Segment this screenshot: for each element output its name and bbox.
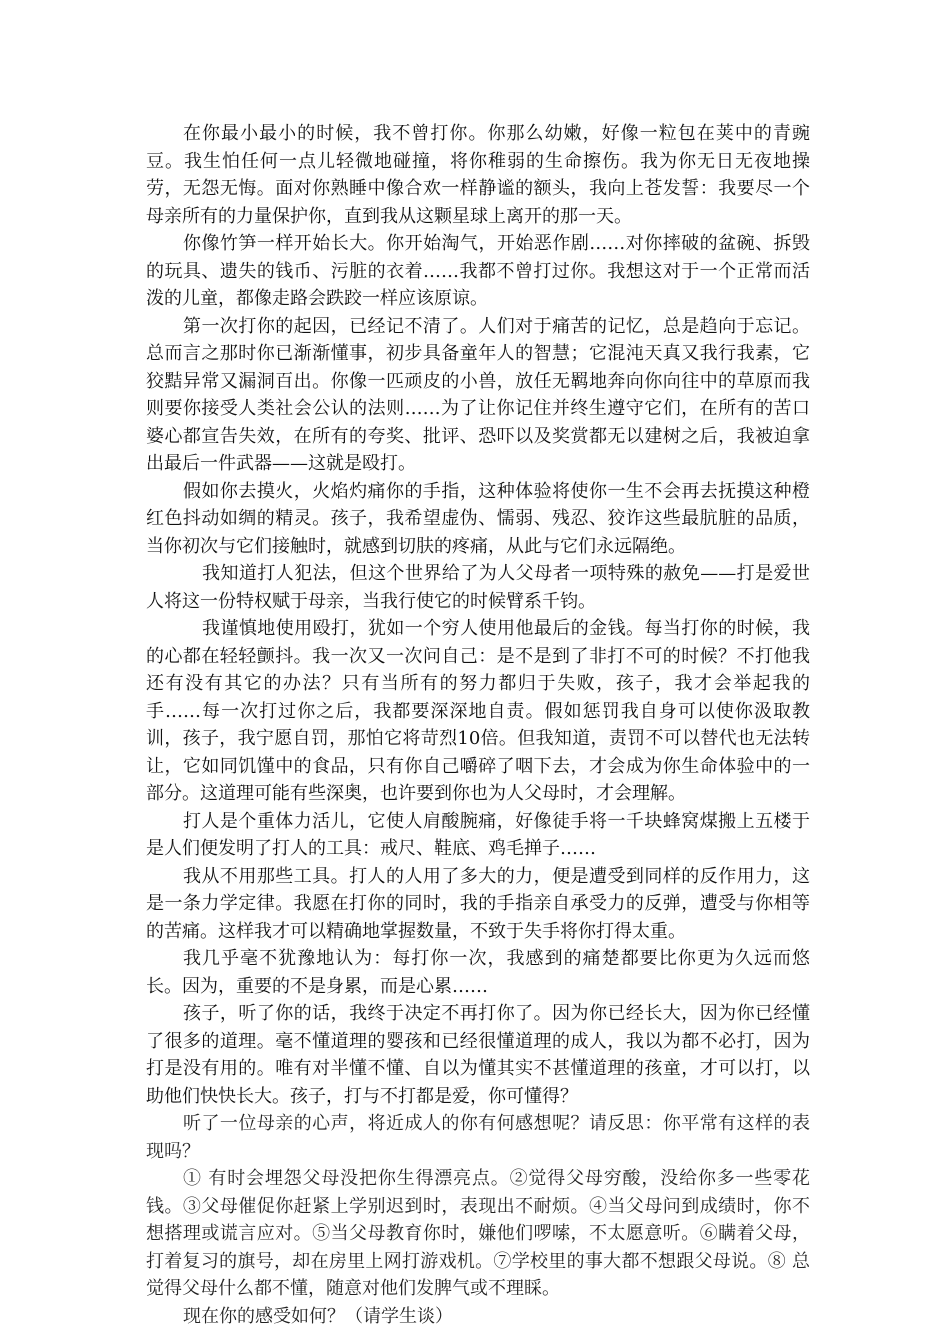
closing-question: 现在你的感受如何？（请学生谈） [183,1305,453,1327]
paragraph-2: 你像竹笋一样开始长大。你开始淘气，开始恶作剧……对你摔破的盆碗、拆毁的玩具、遗失的钱币、污脏的衣着……我都不曾打过你。我想这对于一个正常而活泼的儿童，都像走路会跌跤一样应该原谅。 [146,233,810,309]
paragraph-1: 在你最小最小的时候，我不曾打你。你那么幼嫩，好像一粒包在荚中的青豌豆。我生怕任何一点儿轻微地碰撞，将你稚弱的生命擦伤。我为你无日无夜地操劳，无怨无悔。面对你熟睡中像合欢一样静谧的额头，我向上苍发誓：我要尽一个母亲所有的力量保护你，直到我从这颗星球上离开的那一天。 [146,123,810,227]
paragraph-5: 我知道打人犯法，但这个世界给了为人父母者一项特殊的赦免——打是爱世人将这一份特权赋于母亲，当我行使它的时候臂系千钧。 [146,563,810,612]
paragraph-6: 我谨慎地使用殴打，犹如一个穷人使用他最后的金钱。每当打你的时候，我的心都在轻轻颤抖。我一次又一次问自己：是不是到了非打不可的时候？不打他我还有没有其它的办法？只有当所有的努力都归于失败，孩子，我才会举起我的手……每一次打过你之后，我都要深深地自责。假如惩罚我自身可以使你汲取教训，孩子，我宁愿自罚，那怕它将苛烈10倍。但我知道，责罚不可以替代也无法转让，它如同饥馑中的食品，只有你自己嚼碎了咽下去，才会成为你生命体验中的一部分。这道理可能有些深奥，也许要到你也为人父母时，才会理解。 [146,618,810,804]
behavior-list: ① 有时会埋怨父母没把你生得漂亮点。②觉得父母穷酸，没给你多一些零花钱。③父母催促你赶紧上学别迟到时，表现出不耐烦。④当父母问到成绩时，你不想搭理或谎言应对。⑤当父母教育你时，嫌他们啰嗦，不太愿意听。⑥瞒着父母，打着复习的旗号，却在房里上网打游戏机。⑦学校里的事大都不想跟父母说。⑧ 总觉得父母什么都不懂，随意对他们发脾气或不理睬。 [146,1168,810,1299]
paragraph-4: 假如你去摸火，火焰灼痛你的手指，这种体验将使你一生不会再去抚摸这种橙红色抖动如绸的精灵。孩子，我希望虚伪、懦弱、残忍、狡诈这些最肮脏的品质，当你初次与它们接触时，就感到切肤的疼痛，从此与它们永远隔绝。 [146,480,810,557]
paragraph-8: 我从不用那些工具。打人的人用了多大的力，便是遭受到同样的反作用力，这是一条力学定律。我愿在打你的同时，我的手指亲自承受力的反弹，遭受与你相等的苦痛。这样我才可以精确地掌握数量，不致于失手将你打得太重。 [146,865,810,942]
paragraph-3: 第一次打你的起因，已经记不清了。人们对于痛苦的记忆，总是趋向于忘记。总而言之那时你已渐渐懂事，初步具备童年人的智慧；它混沌天真又我行我素，它狡黠异常又漏洞百出。你像一匹顽皮的小兽，放任无羁地奔向你向往中的草原而我则要你接受人类社会公认的法则……为了让你记住并终生遵守它们，在所有的苦口婆心都宣告失效，在所有的夸奖、批评、恐吓以及奖赏都无以建树之后，我被迫拿出最后一件武器——这就是殴打。 [146,315,810,474]
reflection-prompt: 听了一位母亲的心声，将近成人的你有何感想呢？请反思：你平常有这样的表现吗？ [146,1113,810,1162]
paragraph-9: 我几乎毫不犹豫地认为：每打你一次，我感到的痛楚都要比你更为久远而悠长。因为，重要的不是身累，而是心累…… [146,948,810,997]
paragraph-7: 打人是个重体力活儿，它使人肩酸腕痛，好像徒手将一千块蜂窝煤搬上五楼于是人们便发明了打人的工具：戒尺、鞋底、鸡毛掸子…… [146,810,810,859]
document-page [146,120,810,1330]
paragraph-10: 孩子，听了你的话，我终于决定不再打你了。因为你已经长大，因为你已经懂了很多的道理。毫不懂道理的婴孩和已经很懂道理的成人，我以为都不必打，因为打是没有用的。唯有对半懂不懂、自以为懂其实不甚懂道理的孩童，才可以打，以助他们快快长大。孩子，打与不打都是爱，你可懂得？ [146,1003,810,1107]
